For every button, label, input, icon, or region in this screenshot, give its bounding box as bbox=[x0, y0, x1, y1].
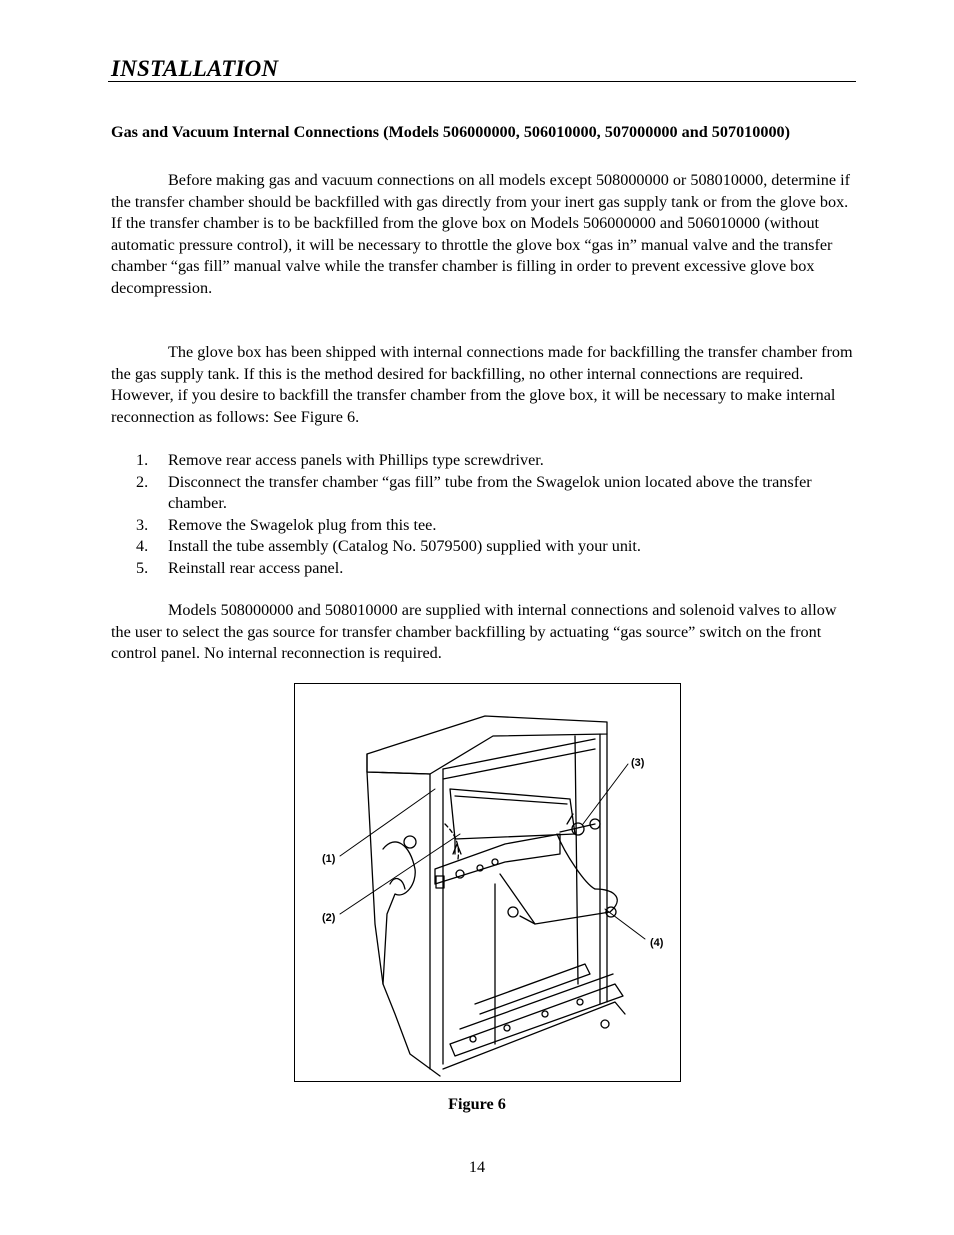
callout-3: (3) bbox=[631, 757, 645, 769]
list-item: 1. Remove rear access panels with Phillips type screwdriver. bbox=[136, 451, 544, 469]
steps-list bbox=[111, 450, 856, 580]
callout-4: (4) bbox=[650, 937, 664, 949]
figure-6 bbox=[294, 683, 681, 1082]
list-item: 3. Remove the Swagelok plug from this tee. bbox=[136, 515, 437, 534]
figure-caption: Figure 6 bbox=[448, 1095, 506, 1113]
list-item: 4. Install the tube assembly (Catalog No. 5079500) supplied with your unit. bbox=[136, 537, 641, 556]
subheading: Gas and Vacuum Internal Connections (Models 506000000, 506010000, 507000000 and 507010000) bbox=[111, 123, 791, 141]
glove-box-illustration bbox=[295, 684, 682, 1083]
title-rule bbox=[108, 81, 856, 82]
paragraph-2: The glove box has been shipped with internal connections made for backfilling the transfer chamber from the gas supply tank. If this is the method desired for backfilling, no other internal connections are required. However, if you desire to backfill the transfer chamber from the glove box, it will be necessary to make internal reconnection as follows: See Figure 6. bbox=[111, 343, 853, 426]
callout-1: (1) bbox=[322, 853, 336, 865]
paragraph-3: Models 508000000 and 508010000 are supplied with internal connections and solenoid valves to allow the user to select the gas source for transfer chamber backfilling by actuating “gas source” switch on the front control panel. No internal reconnection is required. bbox=[111, 601, 837, 663]
callout-2: (2) bbox=[322, 912, 336, 924]
list-item: 2. Disconnect the transfer chamber “gas fill” tube from the Swagelok union located above the transfer chamber. bbox=[136, 472, 812, 513]
section-title: INSTALLATION bbox=[111, 56, 279, 81]
page-number: 14 bbox=[468, 1158, 486, 1176]
list-item: 5. Reinstall rear access panel. bbox=[136, 558, 344, 577]
paragraph-1: Before making gas and vacuum connections on all models except 508000000 or 508010000, determine if the transfer chamber should be backfilled with gas directly from your inert gas supply tank or from the glove box. If the transfer chamber is to be backfilled from the glove box on Models 506000000 and 506010000 (without automatic pressure control), it will be necessary to throttle the glove box “gas in” manual valve and the transfer chamber “gas fill” manual valve while the transfer chamber is filling in order to prevent excessive glove box decompression. bbox=[111, 171, 850, 297]
